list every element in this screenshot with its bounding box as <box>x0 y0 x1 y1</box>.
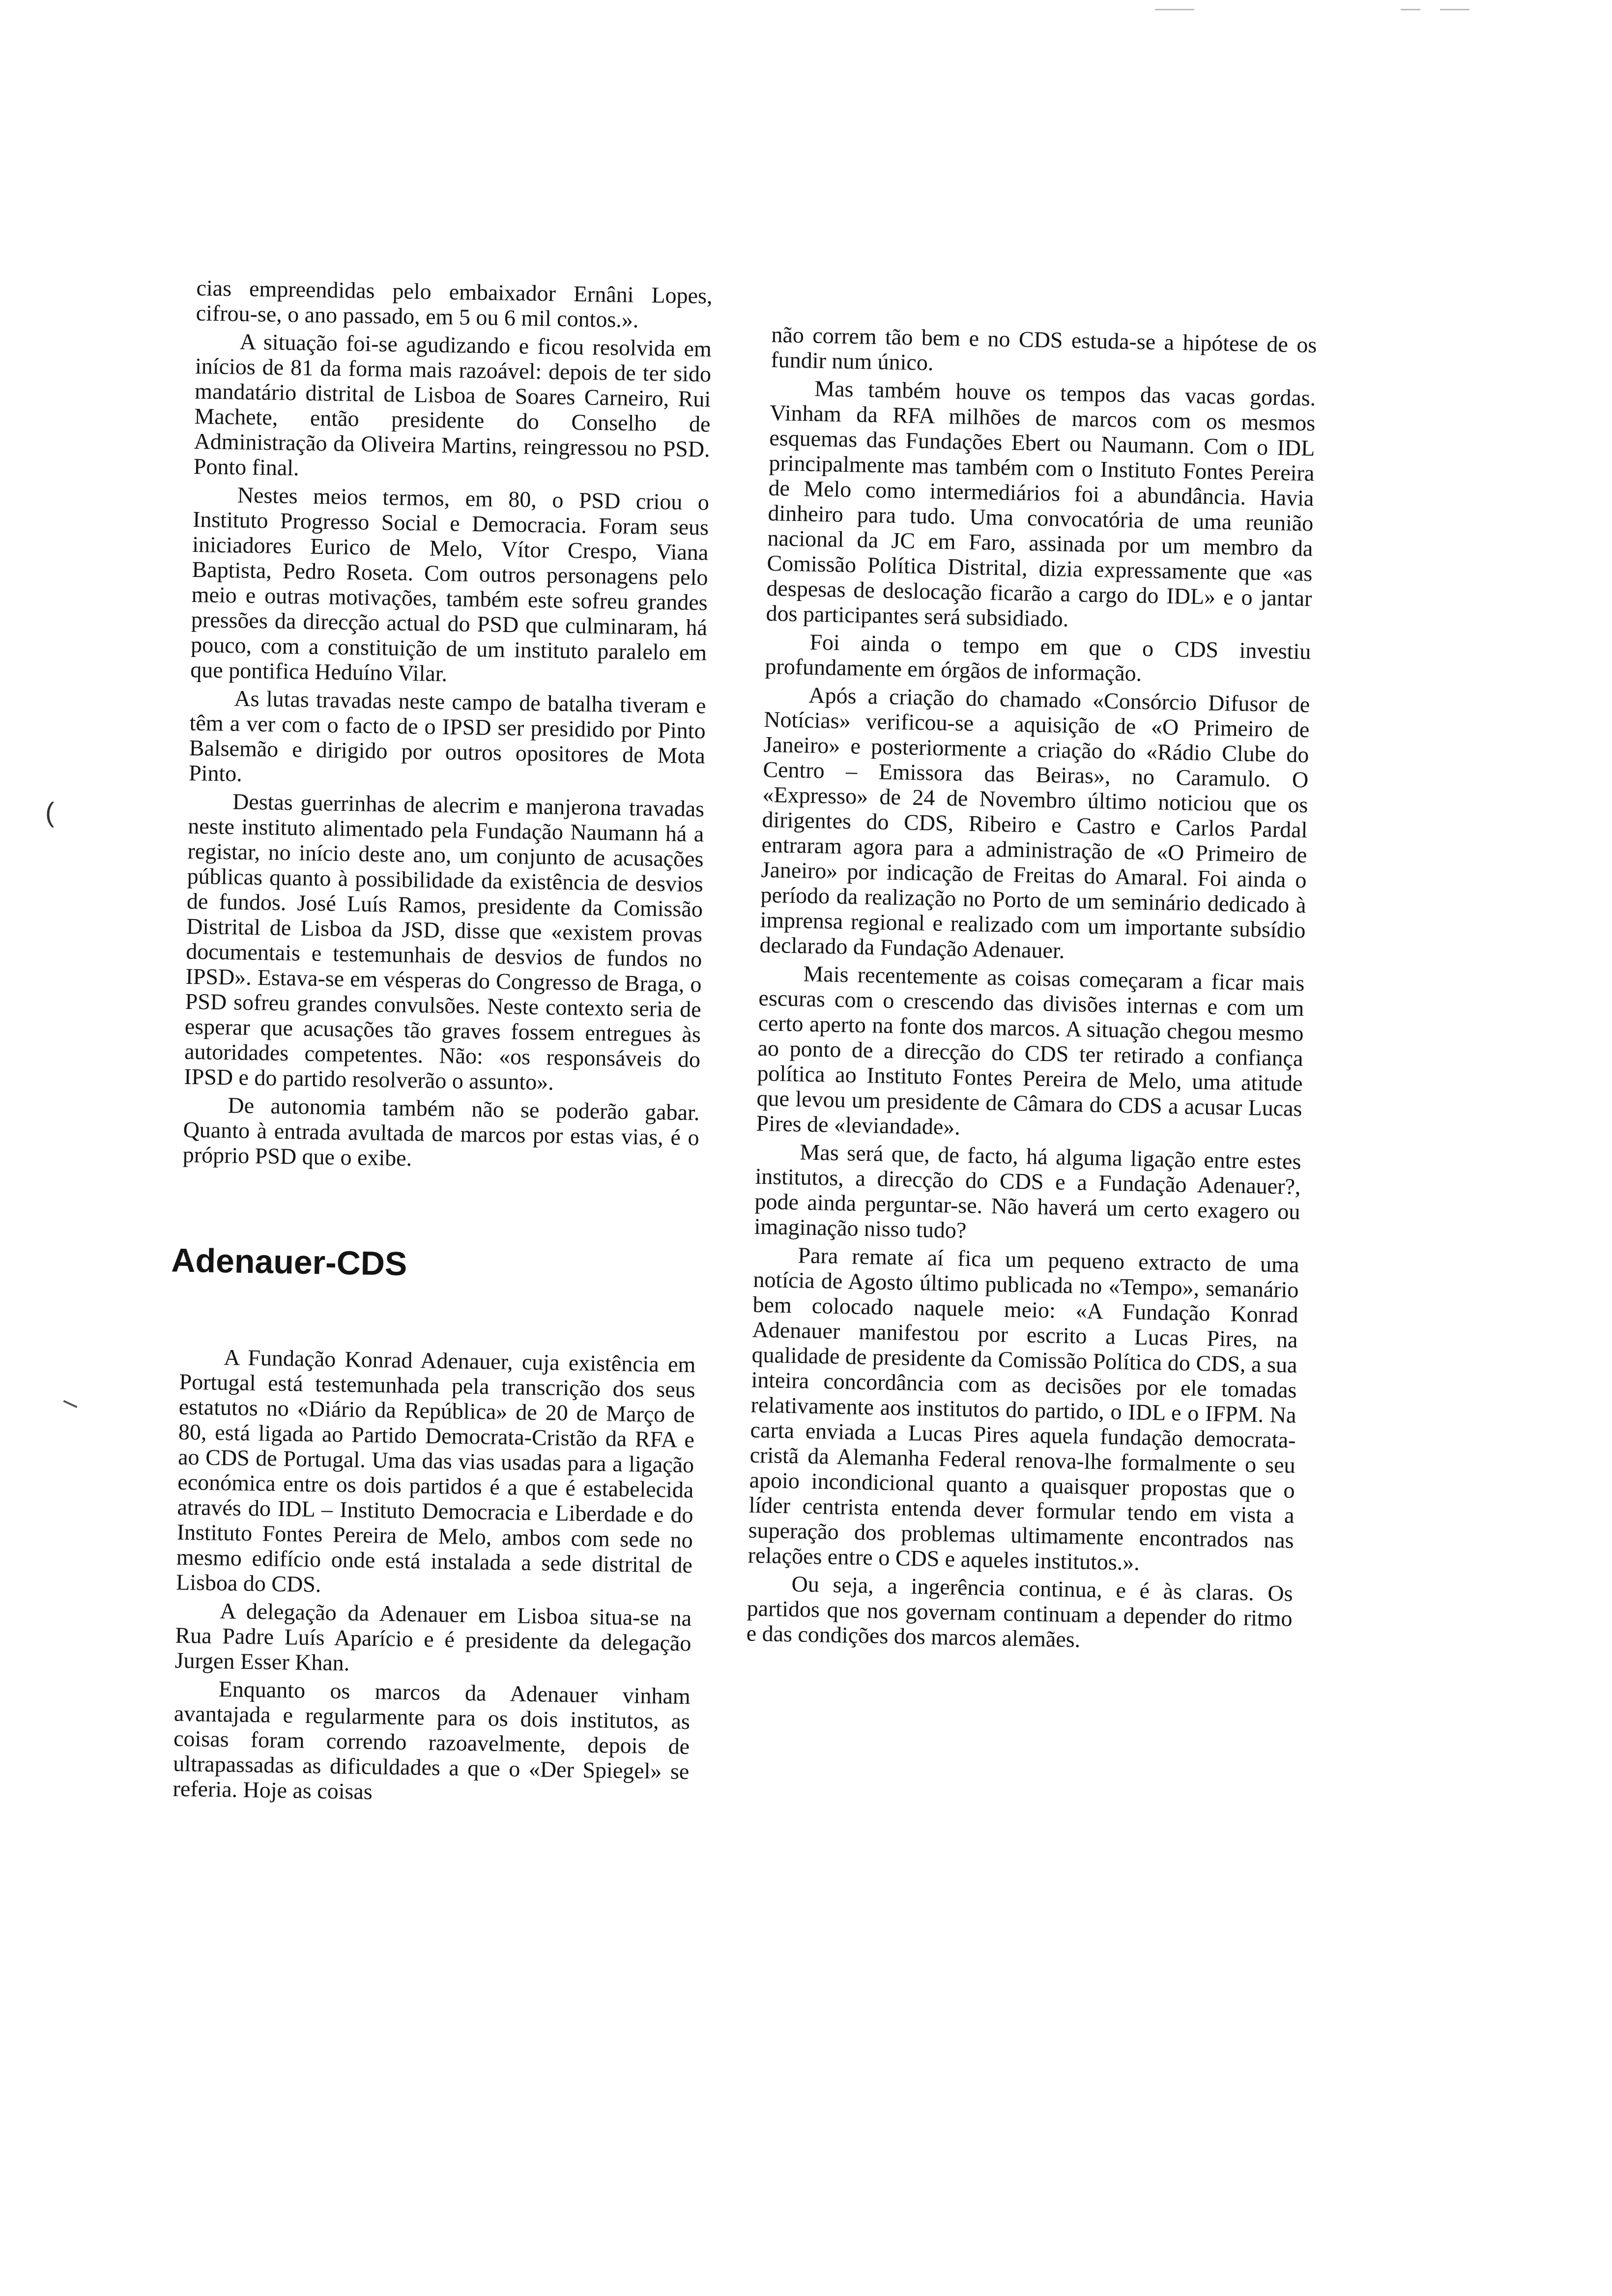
paragraph: Foi ainda o tempo em que o CDS investiu profundamente em órgãos de informação. <box>765 629 1311 686</box>
left-column <box>173 275 713 1812</box>
scan-artifact-mark <box>1155 9 1194 10</box>
paragraph: Para remate aí fica um pequeno extracto de uma notícia de Agosto último publicada no «Tempo», semanário bem colocado naquele meio: «A Fundação Konrad Adenauer manifestou por escrito a Lucas Pires, na qualidade de presidente da Comissão Política do CDS, a sua inteira concordância com as decisões por ele tomadas relativamente aos institutos do partido, o IDL e o IFPM. Na carta enviada a Lucas Pires aquela fundação democrata-cristã da Alemanha Federal renova-lhe formalmente o seu apoio incondicional quanto a quaisquer propostas que o líder centrista entenda dever formular tendo em vista a superação dos problemas ultimamente encontrados nas relações entre o CDS e aqueles institutos.». <box>748 1242 1299 1575</box>
paragraph: não correm tão bem e no CDS estuda-se a hipótese de os fundir num único. <box>771 322 1317 375</box>
paragraph: Destas guerrinhas de alecrim e manjerona travadas neste instituto alimentado pela Fundação Naumann há a registar, no início deste ano, um conjunto de acusações públicas quanto à possibilidade da existência de desvios de fundos. José Luís Ramos, presidente da Comissão Distrital de Lisboa da JSD, disse que «existem provas documentais e testemunhais de desvios de fundos no IPSD». Estava-se em vésperas do Congresso de Braga, o PSD sofreu grandes convulsões. Neste contexto seria de esperar que acusações tão graves fossem entregues às autoridades competentes. Não: «os responsáveis do IPSD e do partido resolverão o assunto». <box>183 789 705 1095</box>
paragraph: As lutas travadas neste campo de batalha tiveram e têm a ver com o facto de o IPSD ser presidido por Pinto Balsemão e dirigido por outros opositores de Mota Pinto. <box>188 686 706 786</box>
paragraph: Mas também houve os tempos das vacas gordas. Vinham da RFA milhões de marcos com os mesmos esquemas das Fundações Ebert ou Naumann. Com o IDL principalmente mas também com o Instituto Fontes Pereira de Melo como intermediários foi a abundância. Havia dinheiro para tudo. Uma convocatória de uma reunião nacional da JC em Faro, assinada por um membro da Comissão Política Distrital, dizia expressamente que «as despesas de deslocação ficarão a cargo do IDL» e o jantar dos participantes será subsidiado. <box>766 375 1316 631</box>
right-column <box>746 322 1317 1659</box>
scan-artifact-mark <box>1440 9 1469 10</box>
paragraph: A delegação da Adenauer em Lisboa situa-se na Rua Padre Luís Aparício e é presidente da delegação Jurgen Esser Khan. <box>174 1598 692 1676</box>
scan-artifact-mark <box>1401 9 1420 10</box>
margin-parenthesis-mark: ( <box>45 797 55 828</box>
paragraph: A situação foi-se agudizando e ficou resolvida em inícios de 81 da forma mais razoável: depois de ter sido mandatário distrital de Lisboa de Soares Carneiro, Rui Machete, então presidente do Conselho de Administração da Oliveira Martins, reingressou no PSD. Ponto final. <box>193 329 712 481</box>
margin-tick-mark <box>63 1400 78 1408</box>
paragraph: Ou seja, a ingerência continua, e é às claras. Os partidos que nos governam continuam a depender do ritmo e das condições dos marcos alemães. <box>746 1571 1294 1652</box>
paragraph: Nestes meios termos, em 80, o PSD criou o Instituto Progresso Social e Democracia. Foram seus iniciadores Eurico de Melo, Vítor Crespo, Viana Baptista, Pedro Roseta. Com outros personagens pelo meio e outras motivações, também este sofreu grandes pressões da direcção actual do PSD que culminaram, há pouco, com a constituição de um instituto paralelo em que pontifica Heduíno Vilar. <box>190 482 710 687</box>
paragraph: cias empreendidas pelo embaixador Ernâni Lopes, cifrou-se, o ano passado, em 5 ou 6 mil contos.». <box>196 275 713 333</box>
paragraph: A Fundação Konrad Adenauer, cuja existência em Portugal está testemunhada pela transcrição dos seus estatutos no «Diário da República» de 20 de Março de 80, está ligada ao Partido Democrata-Cristão da RFA e ao CDS de Portugal. Uma das vias usadas para a ligação económica entre os dois partidos é a que é estabelecida através do IDL – Instituto Democracia e Liberdade e do Instituto Fontes Pereira de Melo, ambos com sede no mesmo edifício onde está instalada a sede distrital de Lisboa do CDS. <box>175 1345 696 1597</box>
section-heading: Adenauer-CDS <box>171 1241 407 1283</box>
paragraph: Mas será que, de facto, há alguma ligação entre estes institutos, a direcção do CDS e a Fundação Adenauer?, pode ainda perguntar-se. Não haverá um certo exagero ou imaginação nisso tudo? <box>754 1139 1301 1243</box>
paragraph: Enquanto os marcos da Adenauer vinham avantajada e regularmente para os dois institutos, as coisas foram correndo razoavelmente, depois de ultrapassadas as dificuldades a que o «Der Spiegel» se referia. Hoje as coisas <box>173 1676 691 1804</box>
paragraph: Após a criação do chamado «Consórcio Difusor de Notícias» verificou-se a aquisição de «O Primeiro de Janeiro» e posteriormente a criação do «Rádio Clube do Centro – Emissora das Beiras», no Caramulo. O «Expresso» de 24 de Novembro último noticiou que os dirigentes do CDS, Ribeiro e Castro e Carlos Pardal entraram agora para a administração de «O Primeiro de Janeiro» por indicação de Freitas do Amaral. Foi ainda o período da realização no Porto de um seminário dedicado à imprensa regional e realizado com um importante subsídio declarado da Fundação Adenauer. <box>759 682 1310 963</box>
paragraph: Mais recentemente as coisas começaram a ficar mais escuras com o crescendo das divisões internas e com um certo aperto na fonte dos marcos. A situação chegou mesmo ao ponto de a direcção do CDS ter retirado a confiança política ao Instituto Fontes Pereira de Melo, uma atitude que levou um presidente de Câmara do CDS a acusar Lucas Pires de «leviandade». <box>756 961 1305 1140</box>
paragraph: De autonomia também não se poderão gabar. Quanto à entrada avultada de marcos por estas vias, é o próprio PSD que o exibe. <box>182 1092 700 1171</box>
